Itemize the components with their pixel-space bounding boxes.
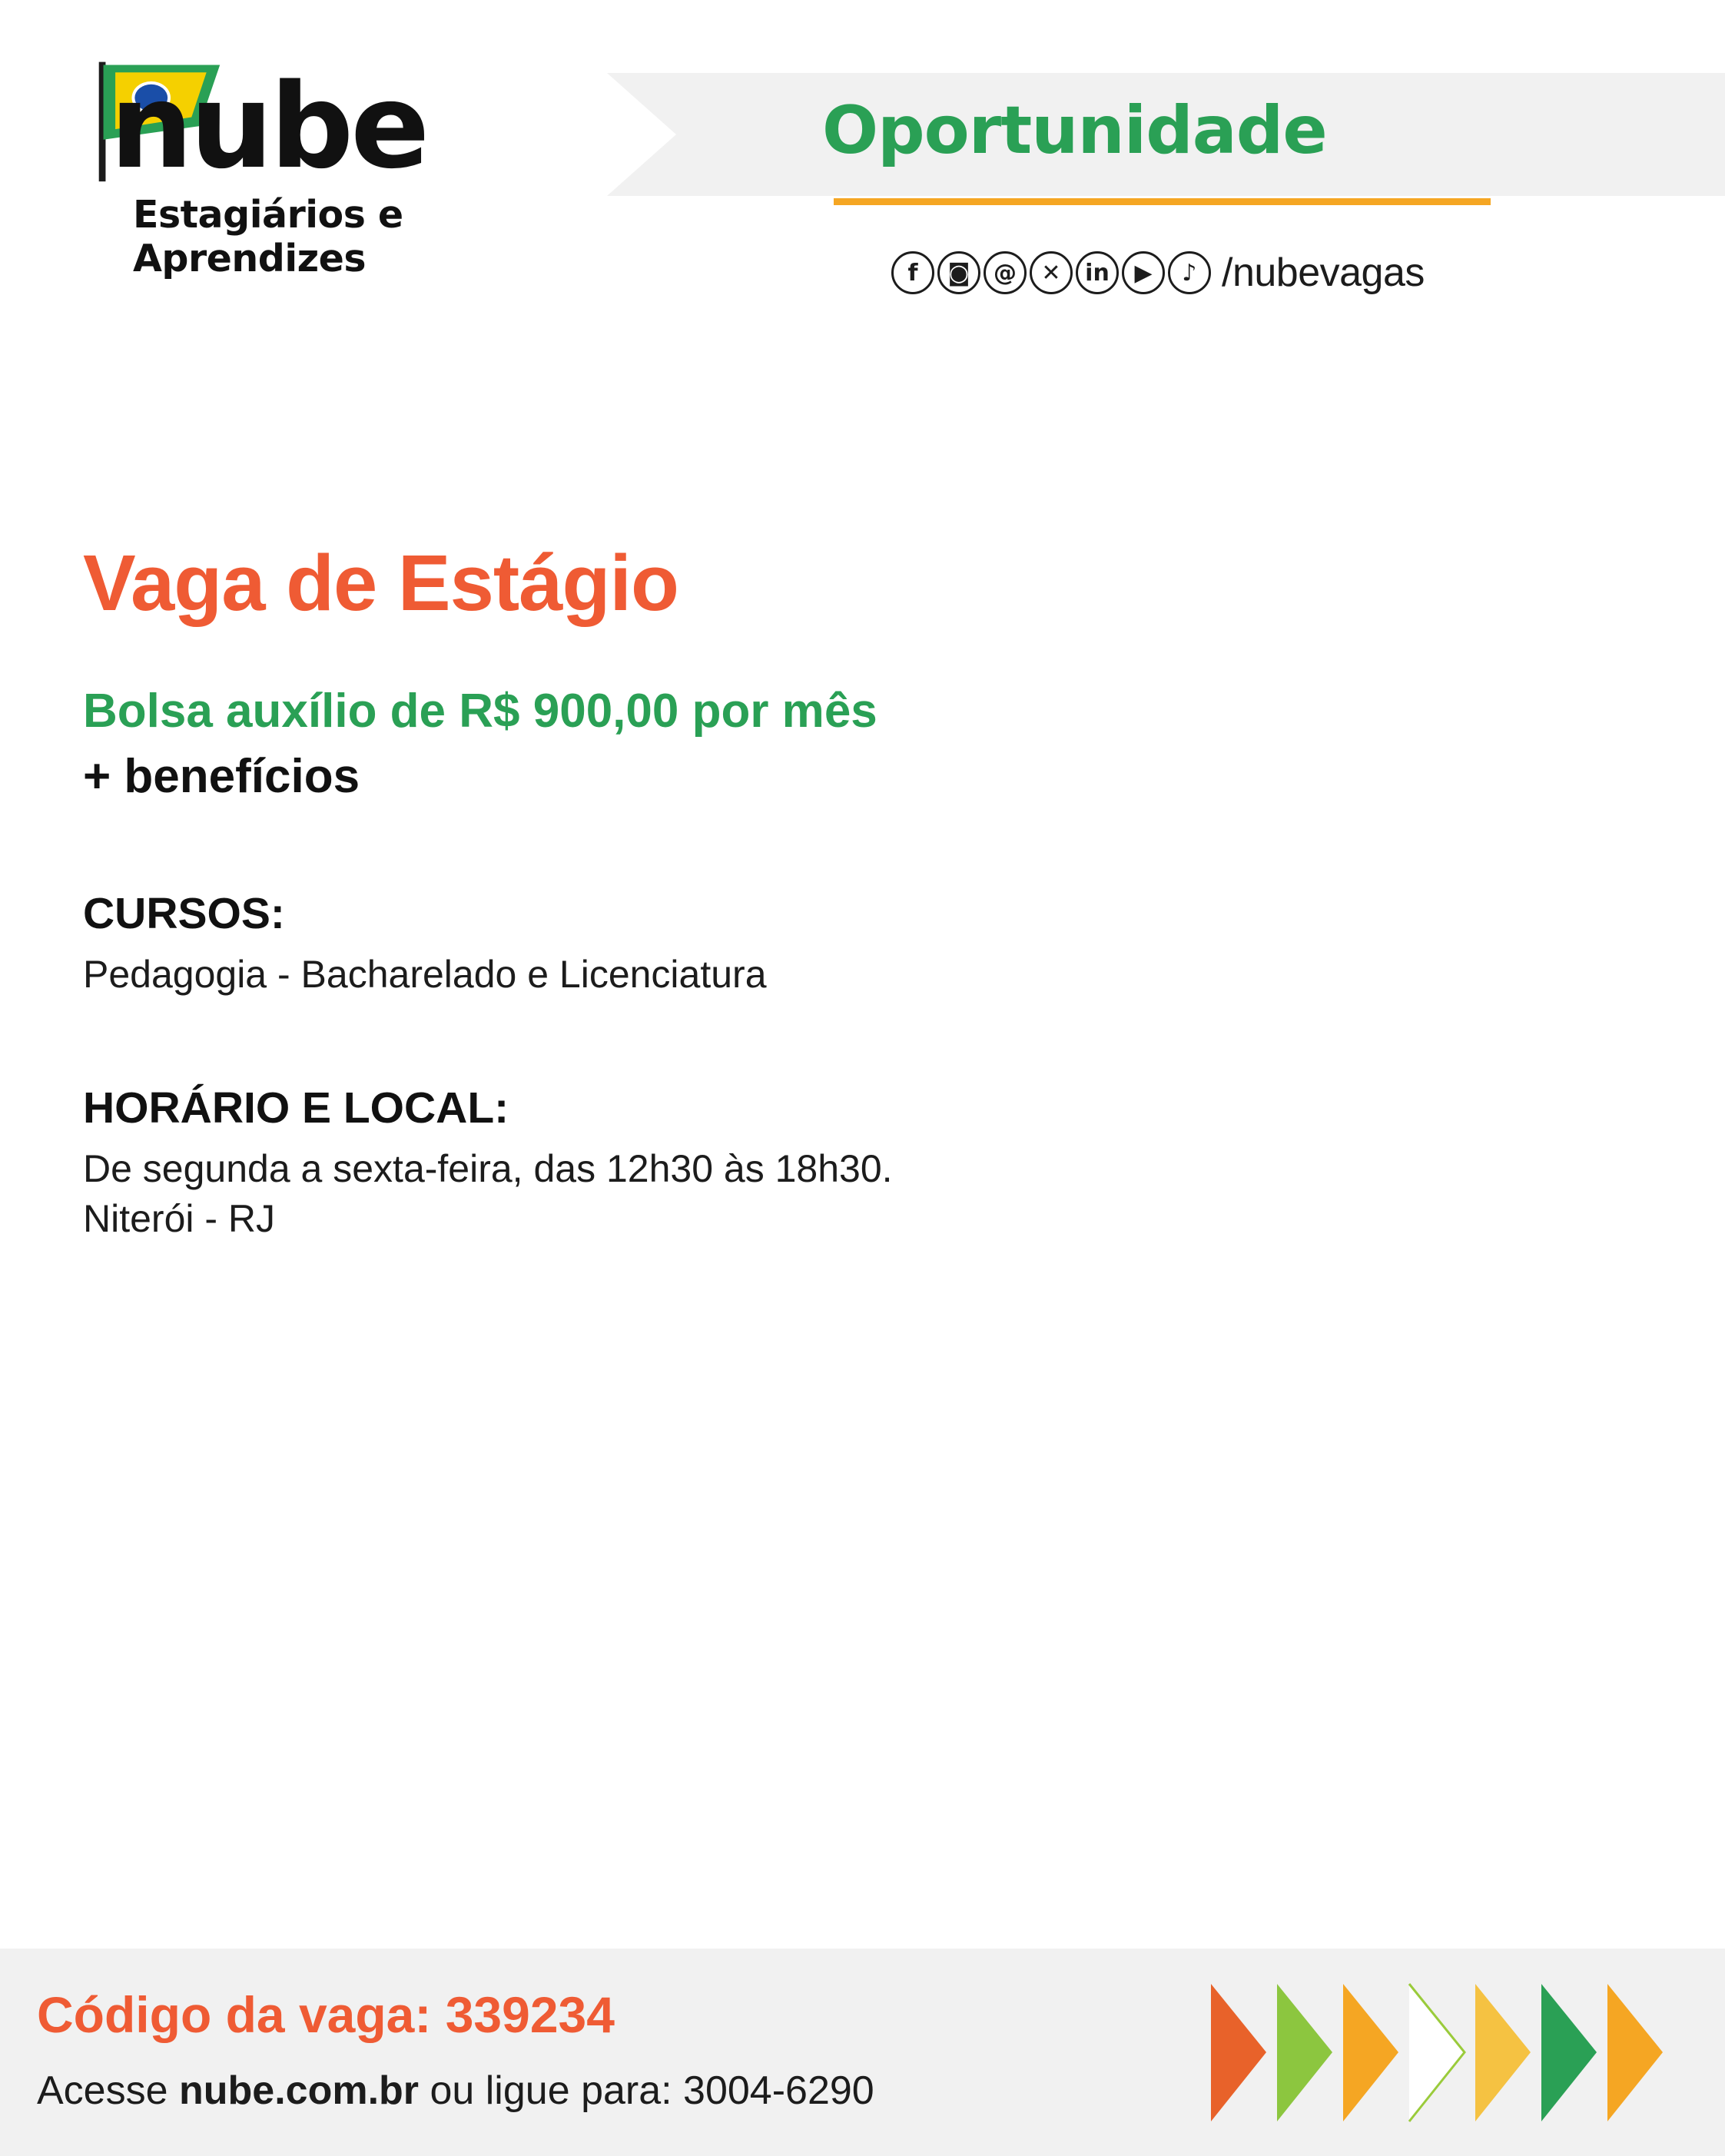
logo-wordmark: nube <box>110 58 427 194</box>
ribbon-underline <box>834 198 1491 205</box>
social-handle: /nubevagas <box>1222 250 1425 295</box>
stipend-text: Bolsa auxílio de R$ 900,00 por mês <box>83 685 877 738</box>
threads-icon[interactable]: @ <box>984 251 1027 294</box>
x-twitter-icon[interactable]: ✕ <box>1030 251 1073 294</box>
nube-logo <box>73 58 603 280</box>
instagram-icon[interactable]: ◙ <box>937 251 980 294</box>
benefits-text: + benefícios <box>83 750 360 803</box>
contact-suffix: ou ligue para: 3004-6290 <box>419 2068 874 2113</box>
contact-prefix: Acesse <box>37 2068 179 2113</box>
contact-line <box>37 2068 874 2114</box>
schedule-value: De segunda a sexta-feira, das 12h30 às 18h30. <box>83 1147 893 1190</box>
ribbon-notch <box>607 73 676 196</box>
courses-label: CURSOS: <box>83 889 285 938</box>
page-footer <box>0 1949 1725 2156</box>
location-value: Niterói - RJ <box>83 1197 276 1240</box>
page-header <box>0 0 1725 323</box>
job-posting-body <box>83 538 1643 1246</box>
courses-value: Pedagogia - Bacharelado e Licenciatura <box>83 953 767 996</box>
youtube-icon[interactable]: ▶ <box>1122 251 1165 294</box>
linkedin-icon[interactable]: in <box>1076 251 1119 294</box>
logo-subtitle: Estagiários e Aprendizes <box>133 193 403 280</box>
schedule-label: HORÁRIO E LOCAL: <box>83 1083 509 1133</box>
chevron-arrows-icon <box>1206 1978 1683 2128</box>
ribbon-title: Oportunidade <box>822 92 1327 169</box>
facebook-icon[interactable]: f <box>891 251 934 294</box>
page-title: Vaga de Estágio <box>83 539 678 627</box>
job-code: Código da vaga: 339234 <box>37 1986 615 2043</box>
courses-section <box>83 888 1643 998</box>
tiktok-icon[interactable]: ♪ <box>1168 251 1211 294</box>
schedule-section <box>83 1083 1643 1242</box>
chevron-decoration <box>1206 1978 1683 2128</box>
website-link[interactable]: nube.com.br <box>178 2068 420 2113</box>
social-links <box>891 250 1425 296</box>
